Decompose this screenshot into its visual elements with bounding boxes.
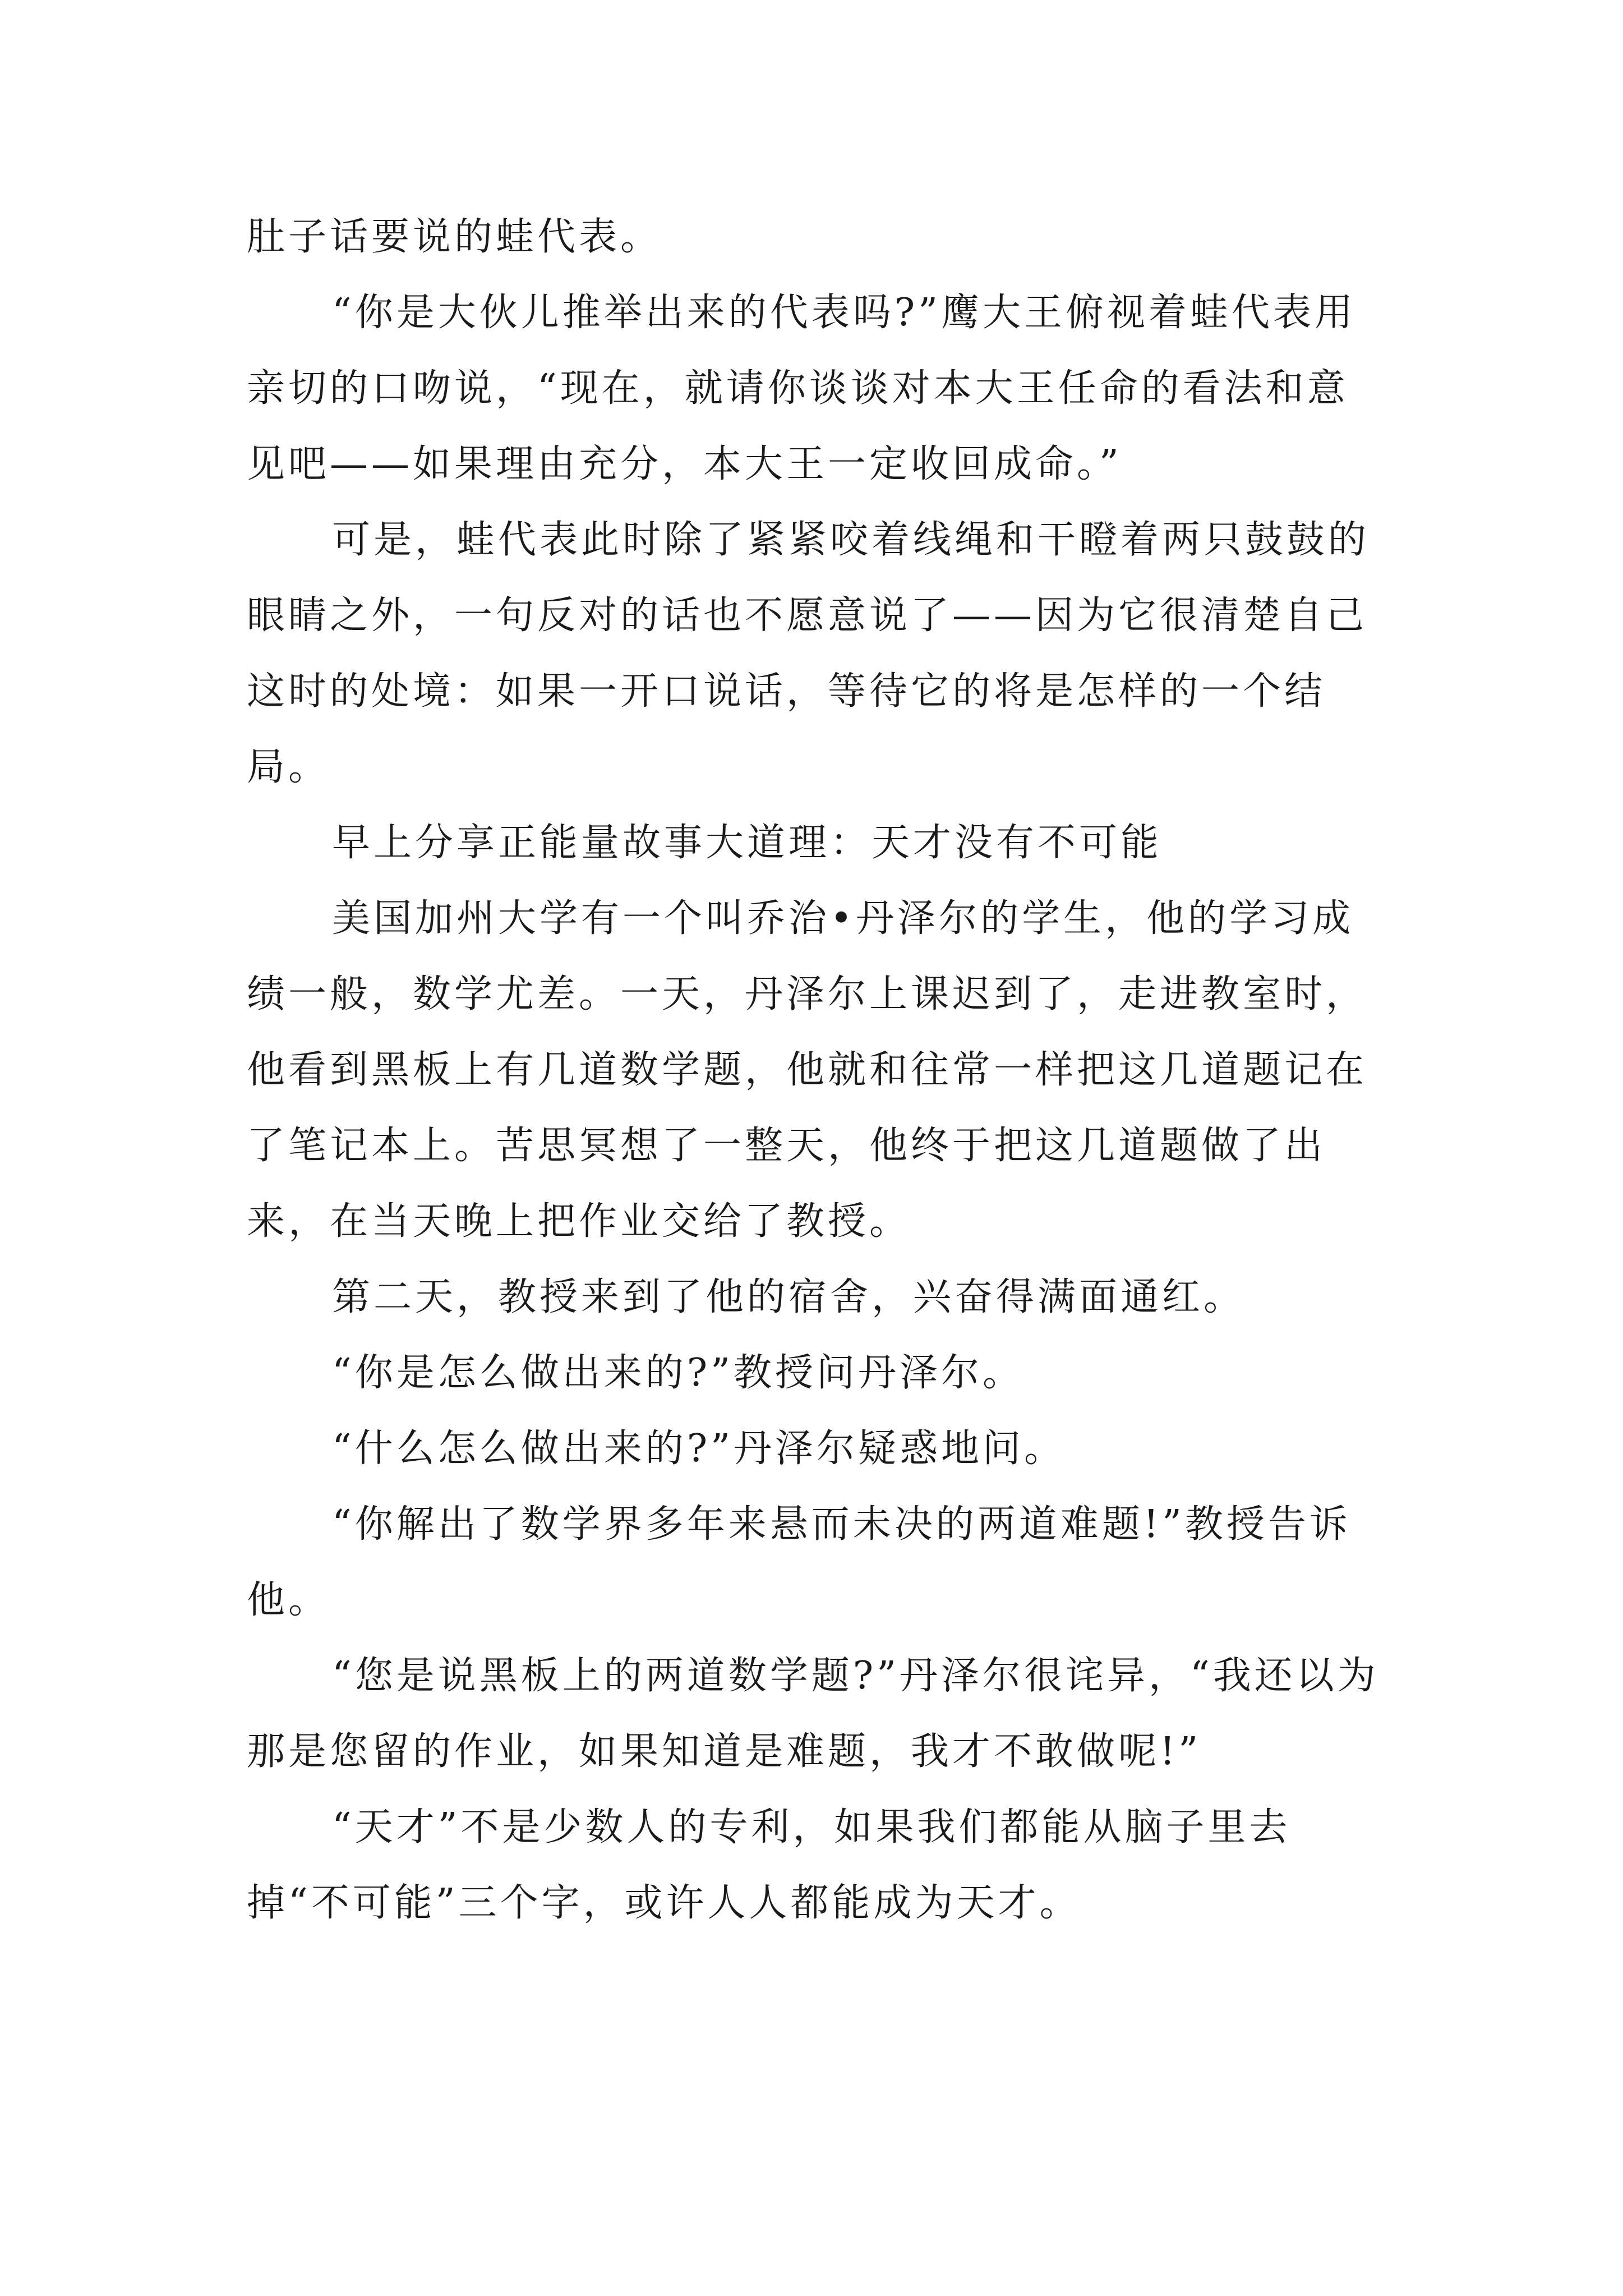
paragraph-professor-reveal: “你解出了数学界多年来悬而未决的两道难题!”教授告诉他。 <box>247 1502 1351 1622</box>
document-body <box>247 199 1385 1941</box>
paragraph-professor-visit: 第二天，教授来到了他的宿舍，兴奋得满面通红。 <box>332 1275 1246 1319</box>
paragraph-frog-silence: 可是，蛙代表此时除了紧紧咬着线绳和干瞪着两只鼓鼓的眼睛之外，一句反对的话也不愿意说了——因为它很清楚自己这时的处境：如果一开口说话，等待它的将是怎样的一个结局。 <box>247 518 1370 789</box>
paragraph-dantzig-surprise: “您是说黑板上的两道数学题?”丹泽尔很诧异，“我还以为那是您留的作业，如果知道是难题，我才不敢做呢!” <box>247 1654 1379 1774</box>
paragraph-conclusion: “天才”不是少数人的专利，如果我们都能从脑子里去掉“不可能”三个字，或许人人都能成为天才。 <box>247 1805 1291 1925</box>
paragraph-dantzig-confused: “什么怎么做出来的?”丹泽尔疑惑地问。 <box>332 1427 1066 1471</box>
paragraph-dantzig-intro: 美国加州大学有一个叫乔治•丹泽尔的学生，他的学习成绩一般，数学尤差。一天，丹泽尔上课迟到了，走进教室时，他看到黑板上有几道数学题，他就和往常一样把这几道题记在了笔记本上。苦思冥想了一整天，他终于把这几道题做了出来，在当天晚上把作业交给了教授。 <box>247 896 1368 1244</box>
paragraph-professor-question: “你是怎么做出来的?”教授问丹泽尔。 <box>332 1351 1024 1395</box>
paragraph-continued: 肚子话要说的蛙代表。 <box>247 215 662 259</box>
paragraph-dialogue-eagle-king: “你是大伙儿推举出来的代表吗?”鹰大王俯视着蛙代表用亲切的口吻说，“现在，就请你谈谈对本大王任命的看法和意见吧——如果理由充分，本大王一定收回成命。” <box>247 291 1356 486</box>
story-title: 早上分享正能量故事大道理：天才没有不可能 <box>332 821 1163 865</box>
